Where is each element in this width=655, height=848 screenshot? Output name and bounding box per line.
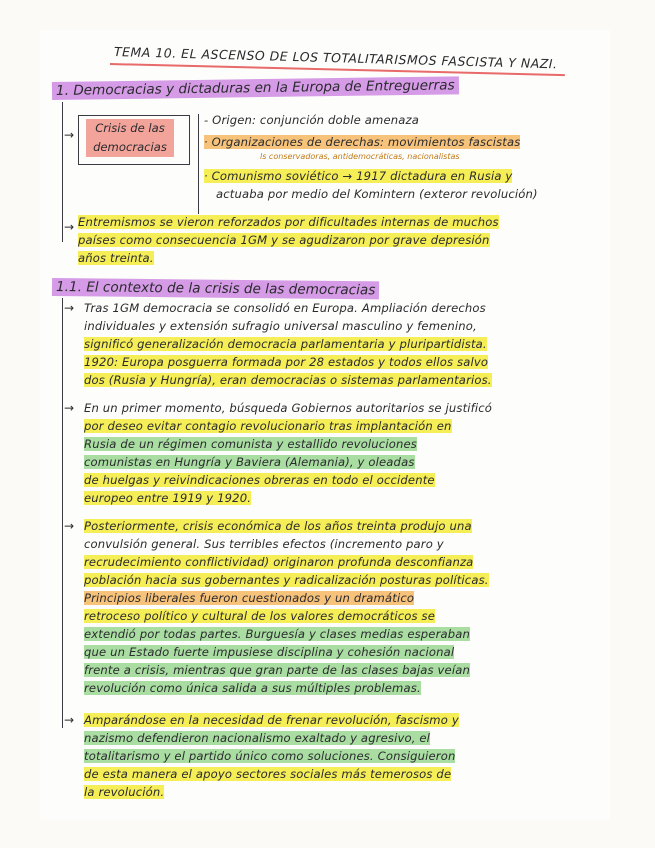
origin-komintern: actuaba por medio del Komintern (exteror revolución) — [216, 187, 538, 201]
p3-line: convulsión general. Sus terribles efectos (incremento paro y — [84, 537, 444, 551]
arrow-icon: → — [64, 713, 75, 727]
p3-line: extendió por todas partes. Burguesía y clases medias esperaban — [84, 627, 471, 641]
outline-bracket — [62, 298, 63, 728]
p1-line: dos (Rusia y Hungría), eran democracias o sistemas parlamentarios. — [84, 373, 492, 387]
p3-line: retroceso político y cultural de los valores democráticos se — [84, 609, 435, 623]
arrow-icon: → — [64, 220, 75, 234]
p3-line: recrudecimiento conflictividad) originaron profunda desconfianza — [84, 555, 474, 569]
origin-communism: · Comunismo soviético → 1917 dictadura en Rusia y — [204, 169, 513, 183]
p1-line: 1920: Europa posguerra formada por 28 estados y todos ellos salvo — [84, 355, 489, 369]
p2-line: Rusia de un régimen comunista y estallido revoluciones — [84, 437, 417, 451]
p2-line: europeo entre 1919 y 1920. — [84, 491, 252, 505]
section1-para-line: Entremismos se vieron reforzados por dificultades internas de muchos — [78, 215, 499, 229]
p3-line: frente a crisis, mientras que gran parte de las clases bajas veían — [84, 663, 470, 677]
arrow-icon: → — [64, 301, 75, 315]
p1-line: significó generalización democracia parlamentaria y pluripartidista. — [84, 337, 487, 351]
p2-line: comunistas en Hungría y Baviera (Alemania), y oleadas — [84, 455, 415, 469]
origin-right-wing-note: ls conservadoras, antidemocráticas, nacionalistas — [260, 152, 460, 161]
p4-line: la revolución. — [84, 785, 165, 799]
p4-line: totalitarismo y el partido único como soluciones. Consiguieron — [84, 749, 456, 763]
p3-line: Posteriormente, crisis económica de los años treinta produjo una — [84, 519, 472, 533]
notebook-page — [40, 30, 610, 820]
p2-line: de huelgas y reivindicaciones obreras en todo el occidente — [84, 473, 435, 487]
origins-bracket — [198, 114, 199, 214]
page-title: TEMA 10. EL ASCENSO DE LOS TOTALITARISMOS FASCISTA Y NAZI. — [113, 44, 558, 72]
p4-line: de esta manera el apoyo sectores sociales más temerosos de — [84, 767, 452, 781]
p3-line: población hacia sus gobernantes y radicalización posturas políticas. — [84, 573, 489, 587]
section1-para-line: años treinta. — [78, 251, 154, 265]
arrow-icon: → — [64, 401, 75, 415]
origin-line: - Origen: conjunción doble amenaza — [204, 113, 419, 127]
p3-line: Principios liberales fueron cuestionados y un dramático — [84, 591, 415, 605]
section1-para-line: países como consecuencia 1GM y se agudizaron por grave depresión — [78, 233, 490, 247]
p3-line: revolución como única salida a sus múltiples problemas. — [84, 681, 421, 695]
p1-line: individuales y extensión sufragio universal masculino y femenino, — [84, 319, 477, 333]
origin-right-wing: · Organizaciones de derechas: movimientos fascistas — [204, 135, 521, 149]
outline-bracket — [62, 102, 63, 242]
p2-line: por deseo evitar contagio revolucionario tras implantación en — [84, 419, 452, 433]
section-heading-1-1: 1.1. El contexto de la crisis de las democracias — [52, 278, 380, 299]
p3-line: que un Estado fuerte impusiese disciplina y cohesión nacional — [84, 645, 455, 659]
p4-line: nazismo defendieron nacionalismo exaltado y agresivo, el — [84, 731, 431, 745]
p2-line: En un primer momento, búsqueda Gobiernos autoritarios se justificó — [84, 401, 493, 415]
crisis-box-label: Crisis de las democracias — [86, 119, 174, 157]
arrow-icon: → — [64, 128, 75, 142]
p4-line: Amparándose en la necesidad de frenar revolución, fascismo y — [84, 713, 459, 727]
section-heading-1: 1. Democracias y dictaduras en la Europa de Entreguerras — [52, 76, 459, 100]
p1-line: Tras 1GM democracia se consolidó en Europa. Ampliación derechos — [84, 301, 486, 315]
arrow-icon: → — [64, 519, 75, 533]
